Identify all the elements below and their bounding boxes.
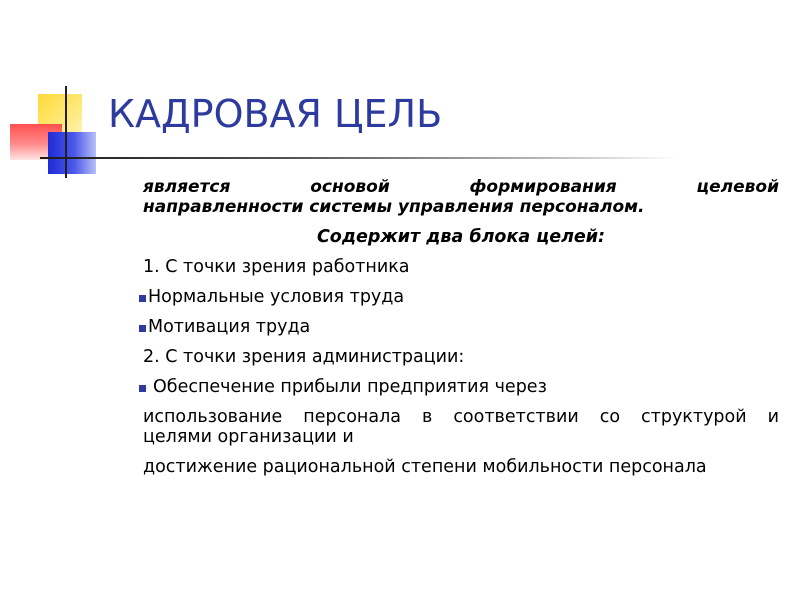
list-item-text: Мотивация труда <box>148 317 311 337</box>
title-underline <box>40 157 680 159</box>
intro-paragraph <box>143 177 779 217</box>
block2-heading: 2. С точки зрения администрации: <box>143 347 465 367</box>
block1-heading: 1. С точки зрения работника <box>143 257 410 277</box>
square-bullet-icon <box>139 325 146 332</box>
intro-line-2: направленности системы управления персоналом. <box>143 197 645 217</box>
list-item <box>143 377 779 397</box>
slide-title: КАДРОВАЯ ЦЕЛЬ <box>108 92 443 136</box>
square-bullet-icon <box>139 385 146 392</box>
slide-body <box>143 177 779 477</box>
vertical-line <box>65 86 67 178</box>
list-item-text: Обеспечение прибыли предприятия через <box>153 377 547 397</box>
square-bullet-icon <box>139 295 146 302</box>
blue-square <box>48 132 96 174</box>
paragraph-1 <box>143 407 779 447</box>
subheading: Содержит два блока целей: <box>316 227 606 247</box>
paragraph-1-line-2: целями организации и <box>143 427 354 447</box>
paragraph-2: достижение рациональной степени мобильности персонала <box>143 457 707 477</box>
paragraph-1-line-1: использование персонала в соответствии со структурой и <box>143 407 779 427</box>
list-item-text: Нормальные условия труда <box>148 287 405 307</box>
list-item <box>143 317 779 337</box>
list-item <box>143 287 779 307</box>
intro-line-1: является основой формирования целевой <box>143 177 779 197</box>
